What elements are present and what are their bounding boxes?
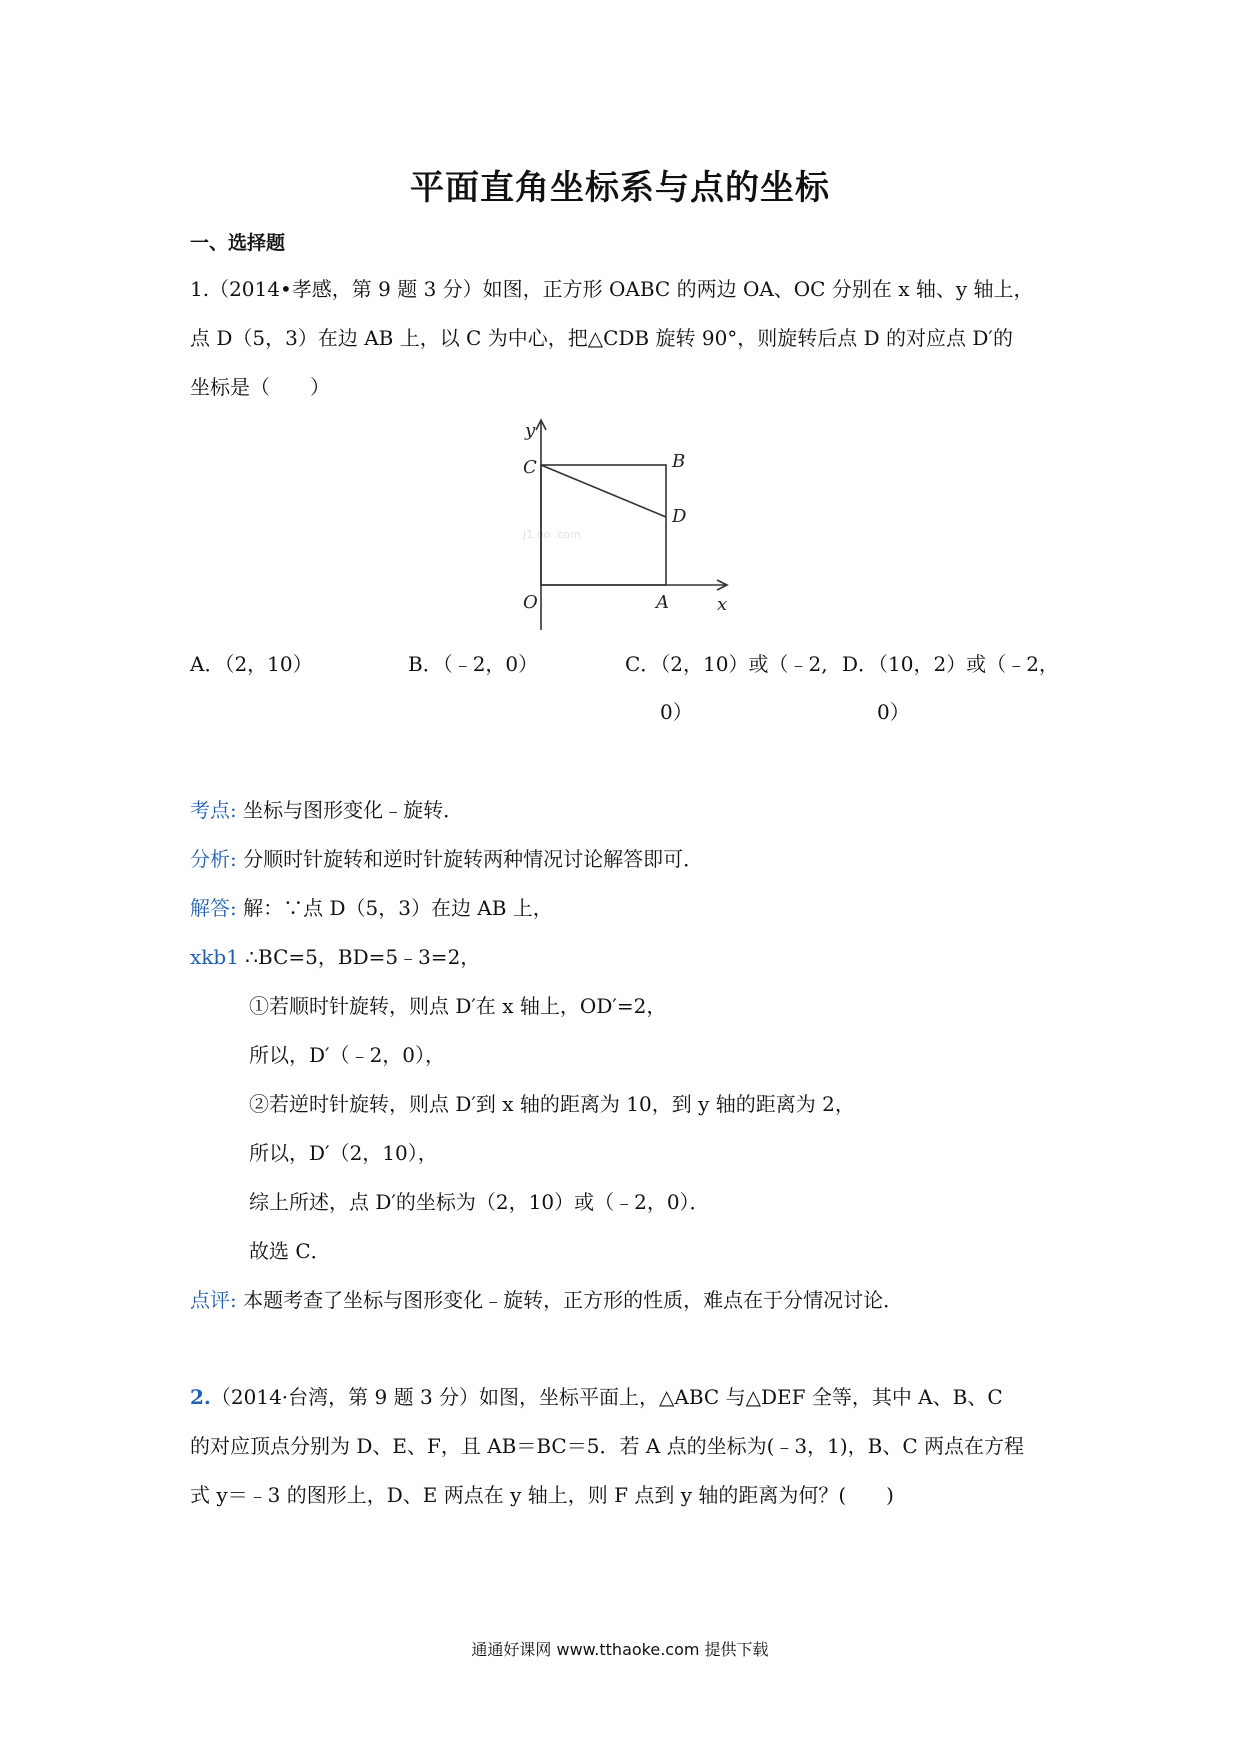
label-b: B: [672, 451, 686, 472]
dianping-label: 点评:: [190, 1288, 237, 1312]
jieda-line: [190, 894, 553, 922]
figure-watermark: J1 oo .com: [523, 528, 581, 541]
q1-figure: [505, 410, 745, 640]
dianping-text: 本题考查了坐标与图形变化﹣旋转，正方形的性质，难点在于分情况讨论．: [236, 1288, 904, 1312]
page-footer: 通通好课网 www.tthaoke.com 提供下载: [471, 1640, 769, 1659]
fenxi-label: 分析:: [190, 847, 237, 871]
label-d: D: [672, 506, 687, 527]
xkb-text: ∴BC=5，BD=5﹣3=2，: [238, 945, 481, 969]
q1-option-c-cont: 0）: [660, 700, 693, 724]
kaodian-line: [190, 796, 463, 824]
label-x: x: [717, 594, 728, 615]
solution-step-3: ②若逆时针旋转，则点 D′到 x 轴的距离为 10，到 y 轴的距离为 2，: [249, 1092, 855, 1116]
page-title: 平面直角坐标系与点的坐标: [410, 168, 830, 208]
q2-stem-line-3: 式 y＝﹣3 的图形上，D、E 两点在 y 轴上，则 F 点到 y 轴的距离为何？( ): [190, 1483, 894, 1507]
label-y: y: [525, 420, 536, 441]
segment-cd: [541, 465, 666, 517]
kaodian-label: 考点:: [190, 798, 237, 822]
q2-number: 2.: [190, 1385, 211, 1409]
label-c: C: [523, 457, 537, 478]
kaodian-text: 坐标与图形变化﹣旋转．: [236, 798, 464, 822]
q1-option-d: D．（10，2）或（﹣2，: [842, 652, 1059, 676]
square-oabc: [541, 465, 666, 585]
coordinate-figure: [505, 410, 745, 640]
jieda-label: 解答:: [190, 896, 237, 920]
dianping-line: [190, 1286, 903, 1314]
q1-option-b: B．（﹣2，0）: [408, 652, 539, 676]
q1-stem-line-3: 坐标是（ ）: [190, 375, 330, 399]
q2-stem-line-1: [190, 1383, 1003, 1411]
solution-step-4: 所以，D′（2，10），: [249, 1141, 438, 1165]
label-a: A: [656, 592, 669, 613]
solution-step-6: 故选 C．: [249, 1239, 331, 1263]
section-heading: 一、选择题: [190, 232, 286, 254]
q1-option-c: C．（2，10）或（﹣2,: [625, 652, 828, 676]
q1-option-d-cont: 0）: [877, 700, 910, 724]
xkb-label: xkb1: [190, 945, 239, 969]
q2-line-1-text: （2014·台湾，第 9 题 3 分）如图，坐标平面上，△ABC 与△DEF 全等，其中 A、B、C: [210, 1385, 1003, 1409]
jieda-text: 解：∵点 D（5，3）在边 AB 上，: [236, 896, 553, 920]
fenxi-text: 分顺时针旋转和逆时针旋转两种情况讨论解答即可．: [236, 847, 704, 871]
solution-step-2: 所以，D′（﹣2，0），: [249, 1043, 446, 1067]
fenxi-line: [190, 845, 703, 873]
solution-step-1: ①若顺时针旋转，则点 D′在 x 轴上，OD′=2，: [249, 994, 667, 1018]
solution-step-5: 综上所述，点 D′的坐标为（2，10）或（﹣2，0）．: [249, 1190, 710, 1214]
q2-stem-line-2: 的对应顶点分别为 D、E、F，且 AB＝BC＝5．若 A 点的坐标为(﹣3，1)，B、C 两点在方程: [190, 1434, 1025, 1458]
q1-option-a: A．（2，10）: [190, 652, 313, 676]
label-o: O: [523, 592, 538, 613]
xkb-line: [190, 943, 480, 971]
q1-stem-line-1: 1.（2014•孝感，第 9 题 3 分）如图，正方形 OABC 的两边 OA、OC 分别在 x 轴、y 轴上，: [190, 277, 1034, 301]
q1-stem-line-2: 点 D（5，3）在边 AB 上，以 C 为中心，把△CDB 旋转 90°，则旋转后点 D 的对应点 D′的: [190, 326, 1013, 350]
